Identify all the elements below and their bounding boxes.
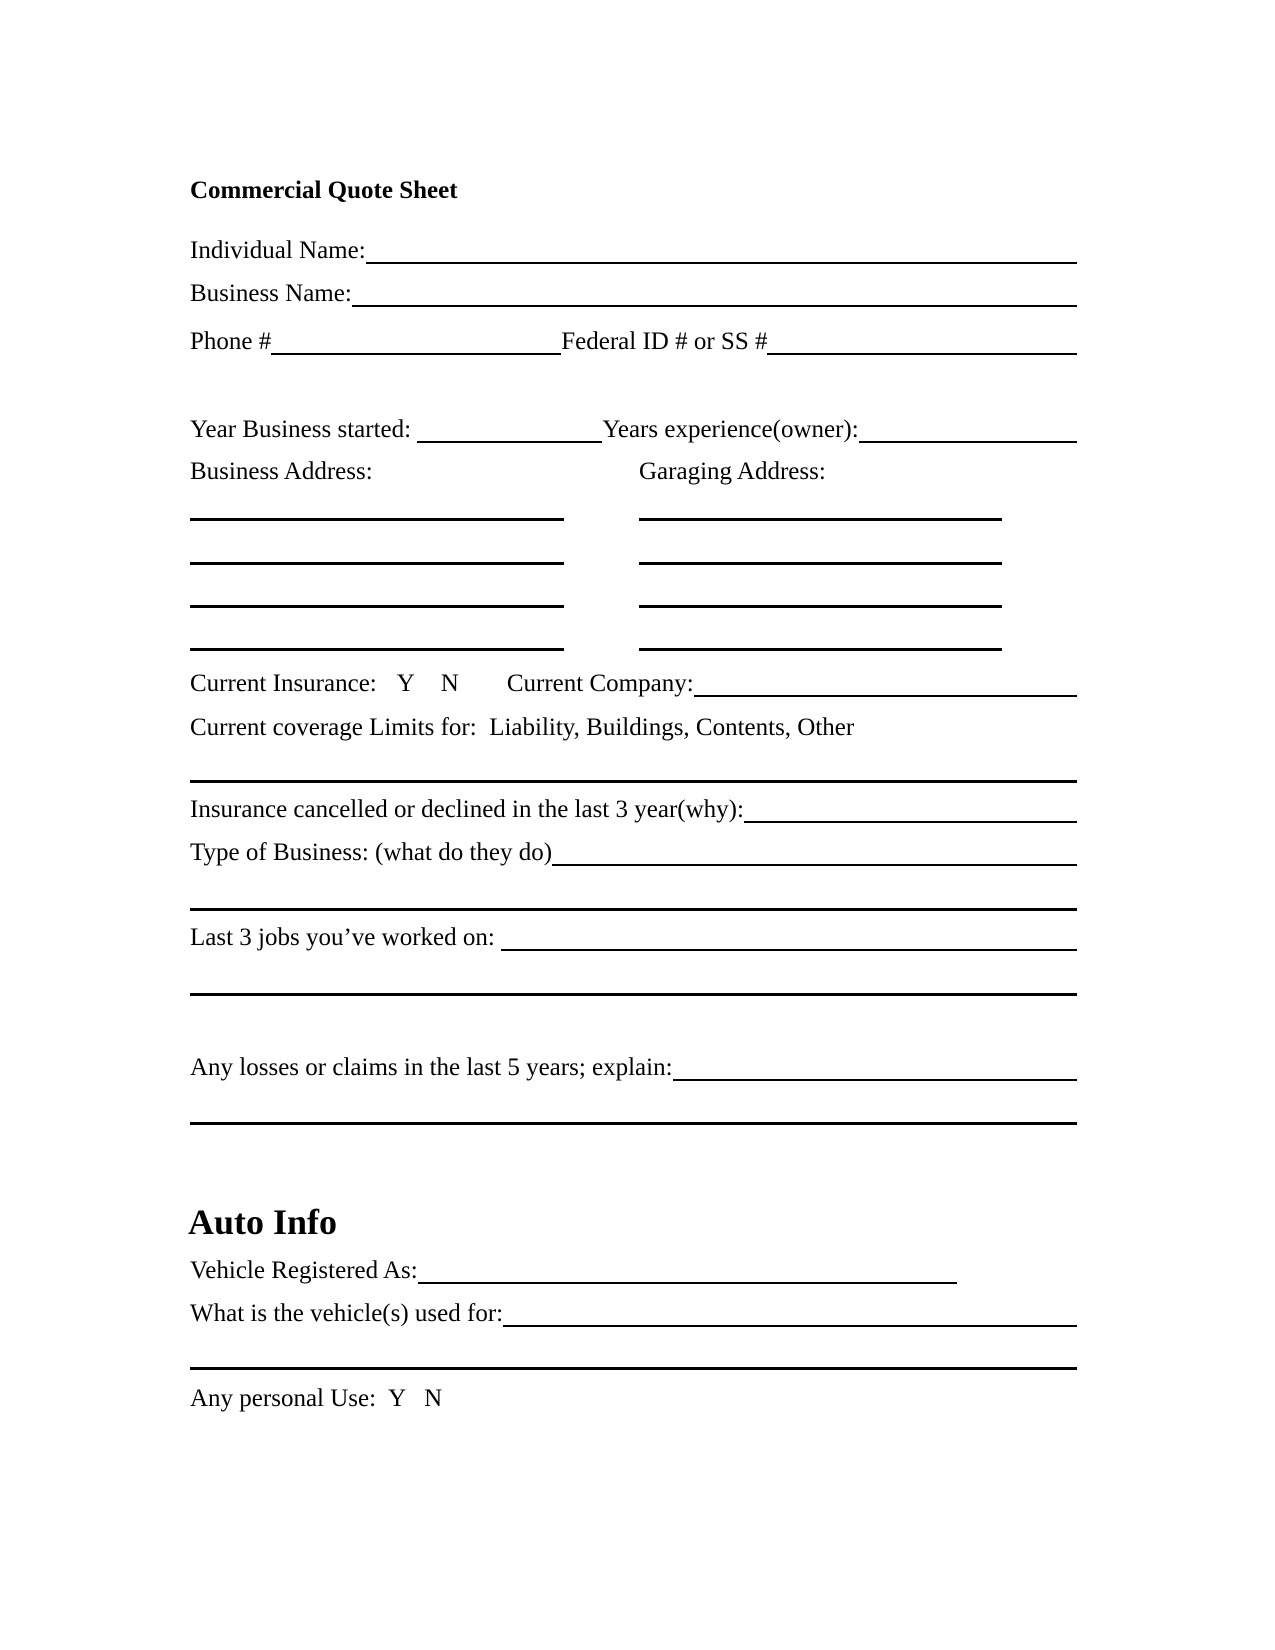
type-of-business-label: Type of Business: (what do they do) <box>190 839 553 866</box>
current-insurance-row <box>190 667 1077 700</box>
current-company-field[interactable] <box>694 667 1077 697</box>
page-title: Commercial Quote Sheet <box>190 177 458 204</box>
insurance-cancelled-field[interactable] <box>744 793 1077 823</box>
garaging-address-line-3[interactable] <box>639 605 1002 608</box>
garaging-address-label: Garaging Address: <box>639 458 826 485</box>
last-jobs-label: Last 3 jobs you’ve worked on: <box>190 924 502 951</box>
business-address-line-4[interactable] <box>190 648 564 651</box>
garaging-address-line-2[interactable] <box>639 562 1002 565</box>
years-experience-field[interactable] <box>859 413 1077 443</box>
losses-label: Any losses or claims in the last 5 years; explain: <box>190 1054 673 1081</box>
garaging-address-line-4[interactable] <box>639 648 1002 651</box>
last-jobs-write-in-line[interactable] <box>190 993 1077 996</box>
auto-info-heading: Auto Info <box>188 1202 338 1242</box>
vehicle-registered-row <box>190 1254 957 1287</box>
business-address-line-3[interactable] <box>190 605 564 608</box>
federal-id-label: Federal ID # or SS # <box>561 328 768 355</box>
federal-id-field[interactable] <box>767 325 1077 355</box>
type-of-business-row <box>190 836 1077 869</box>
year-started-field[interactable] <box>417 413 602 443</box>
vehicle-use-field[interactable] <box>503 1297 1077 1327</box>
business-address-line-2[interactable] <box>190 562 564 565</box>
insurance-cancelled-row <box>190 793 1077 826</box>
business-address-line-1[interactable] <box>190 518 564 521</box>
coverage-limits-label: Current coverage Limits for: Liability, Buildings, Contents, Other <box>190 714 855 741</box>
personal-use-label: Any personal Use: <box>190 1385 377 1412</box>
type-of-business-field[interactable] <box>552 836 1077 866</box>
losses-field[interactable] <box>673 1051 1077 1081</box>
individual-name-label: Individual Name: <box>190 237 366 264</box>
individual-name-row <box>190 234 1077 267</box>
business-name-row <box>190 277 1077 310</box>
coverage-limits-write-in-line[interactable] <box>190 780 1077 783</box>
phone-field[interactable] <box>271 325 561 355</box>
address-labels-row <box>190 455 1077 488</box>
losses-row <box>190 1051 1077 1084</box>
coverage-limits-row <box>190 711 1077 744</box>
phone-label: Phone # <box>190 328 272 355</box>
year-started-label: Year Business started: <box>190 416 418 443</box>
current-insurance-option-yes[interactable]: Y <box>396 670 415 697</box>
personal-use-option-yes[interactable]: Y <box>388 1385 407 1412</box>
vehicle-registered-field[interactable] <box>418 1254 957 1284</box>
insurance-cancelled-label: Insurance cancelled or declined in the last 3 year(why): <box>190 796 744 823</box>
individual-name-field[interactable] <box>366 234 1077 264</box>
vehicle-use-row <box>190 1297 1077 1330</box>
garaging-address-line-1[interactable] <box>639 518 1002 521</box>
losses-write-in-line[interactable] <box>190 1122 1077 1125</box>
current-company-label: Current Company: <box>506 670 694 697</box>
current-insurance-option-no[interactable]: N <box>440 670 459 697</box>
current-insurance-label: Current Insurance: <box>190 670 377 697</box>
vehicle-use-label: What is the vehicle(s) used for: <box>190 1300 504 1327</box>
last-jobs-field[interactable] <box>501 921 1077 951</box>
personal-use-row <box>190 1382 1077 1415</box>
year-experience-row <box>190 413 1077 446</box>
vehicle-use-write-in-line[interactable] <box>190 1367 1077 1370</box>
years-experience-label: Years experience(owner): <box>602 416 859 443</box>
business-address-label: Business Address: <box>190 458 373 485</box>
business-name-field[interactable] <box>352 277 1077 307</box>
type-of-business-write-in-line[interactable] <box>190 908 1077 911</box>
business-name-label: Business Name: <box>190 280 352 307</box>
last-jobs-row <box>190 921 1077 954</box>
personal-use-option-no[interactable]: N <box>424 1385 443 1412</box>
phone-federal-id-row <box>190 325 1077 358</box>
vehicle-registered-label: Vehicle Registered As: <box>190 1257 418 1284</box>
